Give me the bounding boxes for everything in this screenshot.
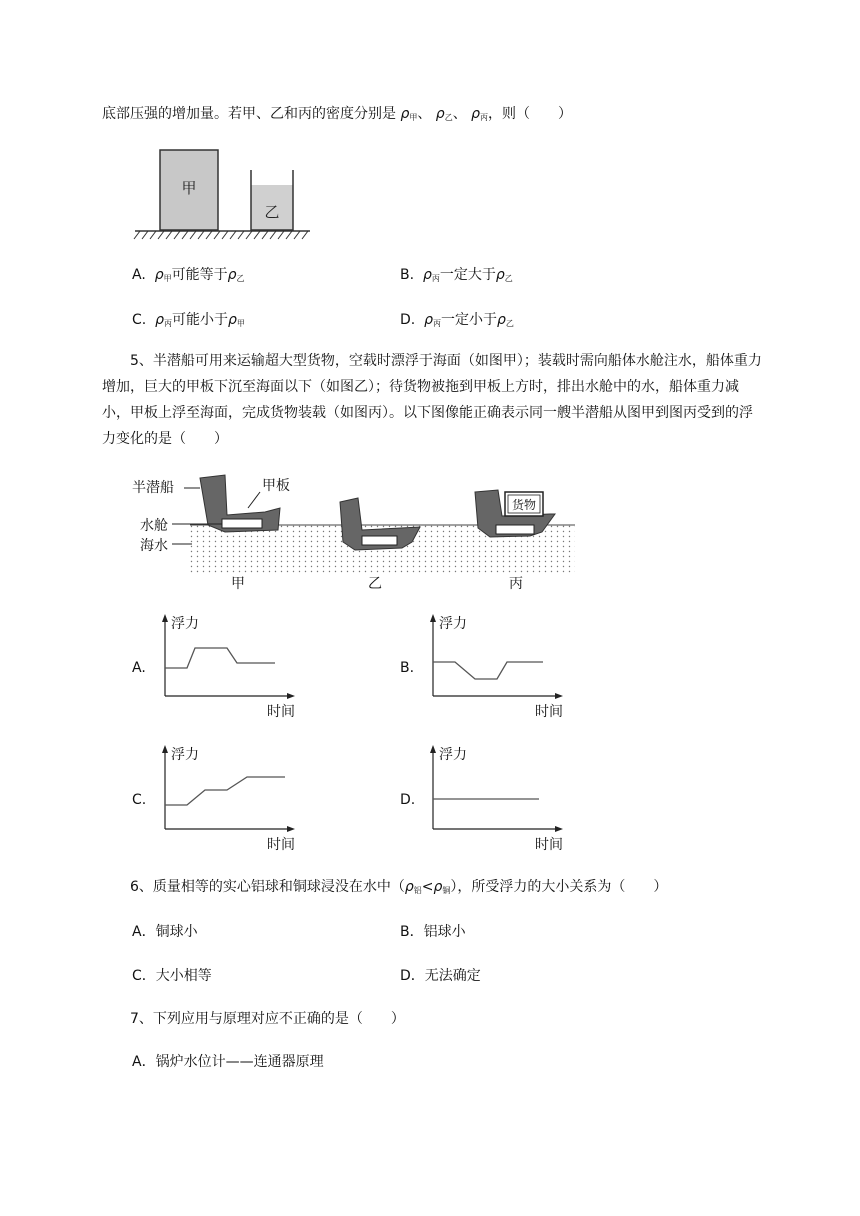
tank-yi (362, 536, 397, 545)
graph-d-letter: D. (400, 792, 416, 808)
graph-a-letter: A. (132, 660, 146, 676)
graph-c-line (165, 777, 285, 805)
graph-a-line (165, 648, 275, 668)
q4-option-c: C. $\rho_丙$可能小于$\rho_甲$ (132, 312, 245, 328)
caption-jia: 甲 (231, 576, 245, 592)
graph-b-xlabel: 时间 (535, 704, 563, 720)
q4-option-b: B. $\rho_丙$一定大于$\rho_乙$ (400, 267, 513, 283)
graph-d (423, 743, 573, 853)
q6-option-b: B．铝球小 (400, 924, 466, 940)
graph-b-line (433, 662, 543, 679)
q6-option-a: A．铜球小 (132, 924, 198, 940)
q4-figure (130, 145, 320, 245)
block-jia-label: 甲 (181, 179, 197, 197)
cargo-label: 货物 (511, 498, 537, 512)
q7-option-a: A．锅炉水位计——连通器原理 (132, 1054, 324, 1070)
graph-b (423, 612, 573, 720)
graph-c-letter: C. (132, 792, 147, 808)
graph-c-ylabel: 浮力 (171, 747, 199, 763)
graph-b-letter: B. (400, 660, 415, 676)
q5-stem: 5、半潜船可用来运输超大型货物，空载时漂浮于海面（如图甲）；装载时需向船体水舱注水，船体重力增加，巨大的甲板下沉至海面以下（如图乙）；待货物被拖到甲板上方时，排出水舱中的水，船体重力减小，甲板上浮至海面，完成货物装载（如图丙）。以下图像能正确表示同一艘半潜船从图甲到图丙受到的浮力变化的是（ ） (102, 353, 762, 447)
graph-a-xlabel: 时间 (267, 704, 295, 720)
tank-jia (222, 519, 262, 528)
q6-option-d: D．无法确定 (400, 968, 481, 984)
q5-ship-figure (130, 470, 580, 595)
graph-b-ylabel: 浮力 (439, 616, 467, 632)
caption-bing: 丙 (509, 576, 523, 592)
graph-d-ylabel: 浮力 (439, 747, 467, 763)
q4-stem: 底部压强的增加量。若甲、乙和丙的密度分别是 $\rho_甲$、 $\rho_乙$、 $\rho_丙$，则（ ） (102, 106, 573, 122)
graph-d-xlabel: 时间 (535, 837, 563, 853)
label-tank: 水舱 (140, 518, 168, 534)
label-deck: 甲板 (262, 478, 290, 494)
q4-option-d: D. $\rho_丙$一定小于$\rho_乙$ (400, 312, 514, 328)
label-sea: 海水 (140, 538, 168, 554)
caption-yi: 乙 (368, 576, 382, 592)
q6-option-c: C．大小相等 (132, 968, 212, 984)
ground-hatching (134, 231, 308, 239)
q7-stem: 7、下列应用与原理对应不正确的是（ ） (130, 1011, 405, 1027)
q4-stem-text: 底部压强的增加量。若甲、乙和丙的密度分别是 (102, 106, 396, 122)
container-yi-label: 乙 (264, 203, 280, 221)
label-ship: 半潜船 (132, 480, 174, 496)
graph-c-xlabel: 时间 (267, 837, 295, 853)
tank-bing (496, 525, 534, 534)
graph-a-ylabel: 浮力 (171, 616, 199, 632)
q4-option-a: A. $\rho_甲$可能等于$\rho_乙$ (132, 267, 245, 283)
graph-c (155, 743, 305, 853)
q6-stem: 6、质量相等的实心铝球和铜球浸没在水中$(\rho_铝<\rho_铜)$，所受浮力的大小关系为（ ） (130, 879, 668, 895)
graph-a (155, 612, 305, 720)
